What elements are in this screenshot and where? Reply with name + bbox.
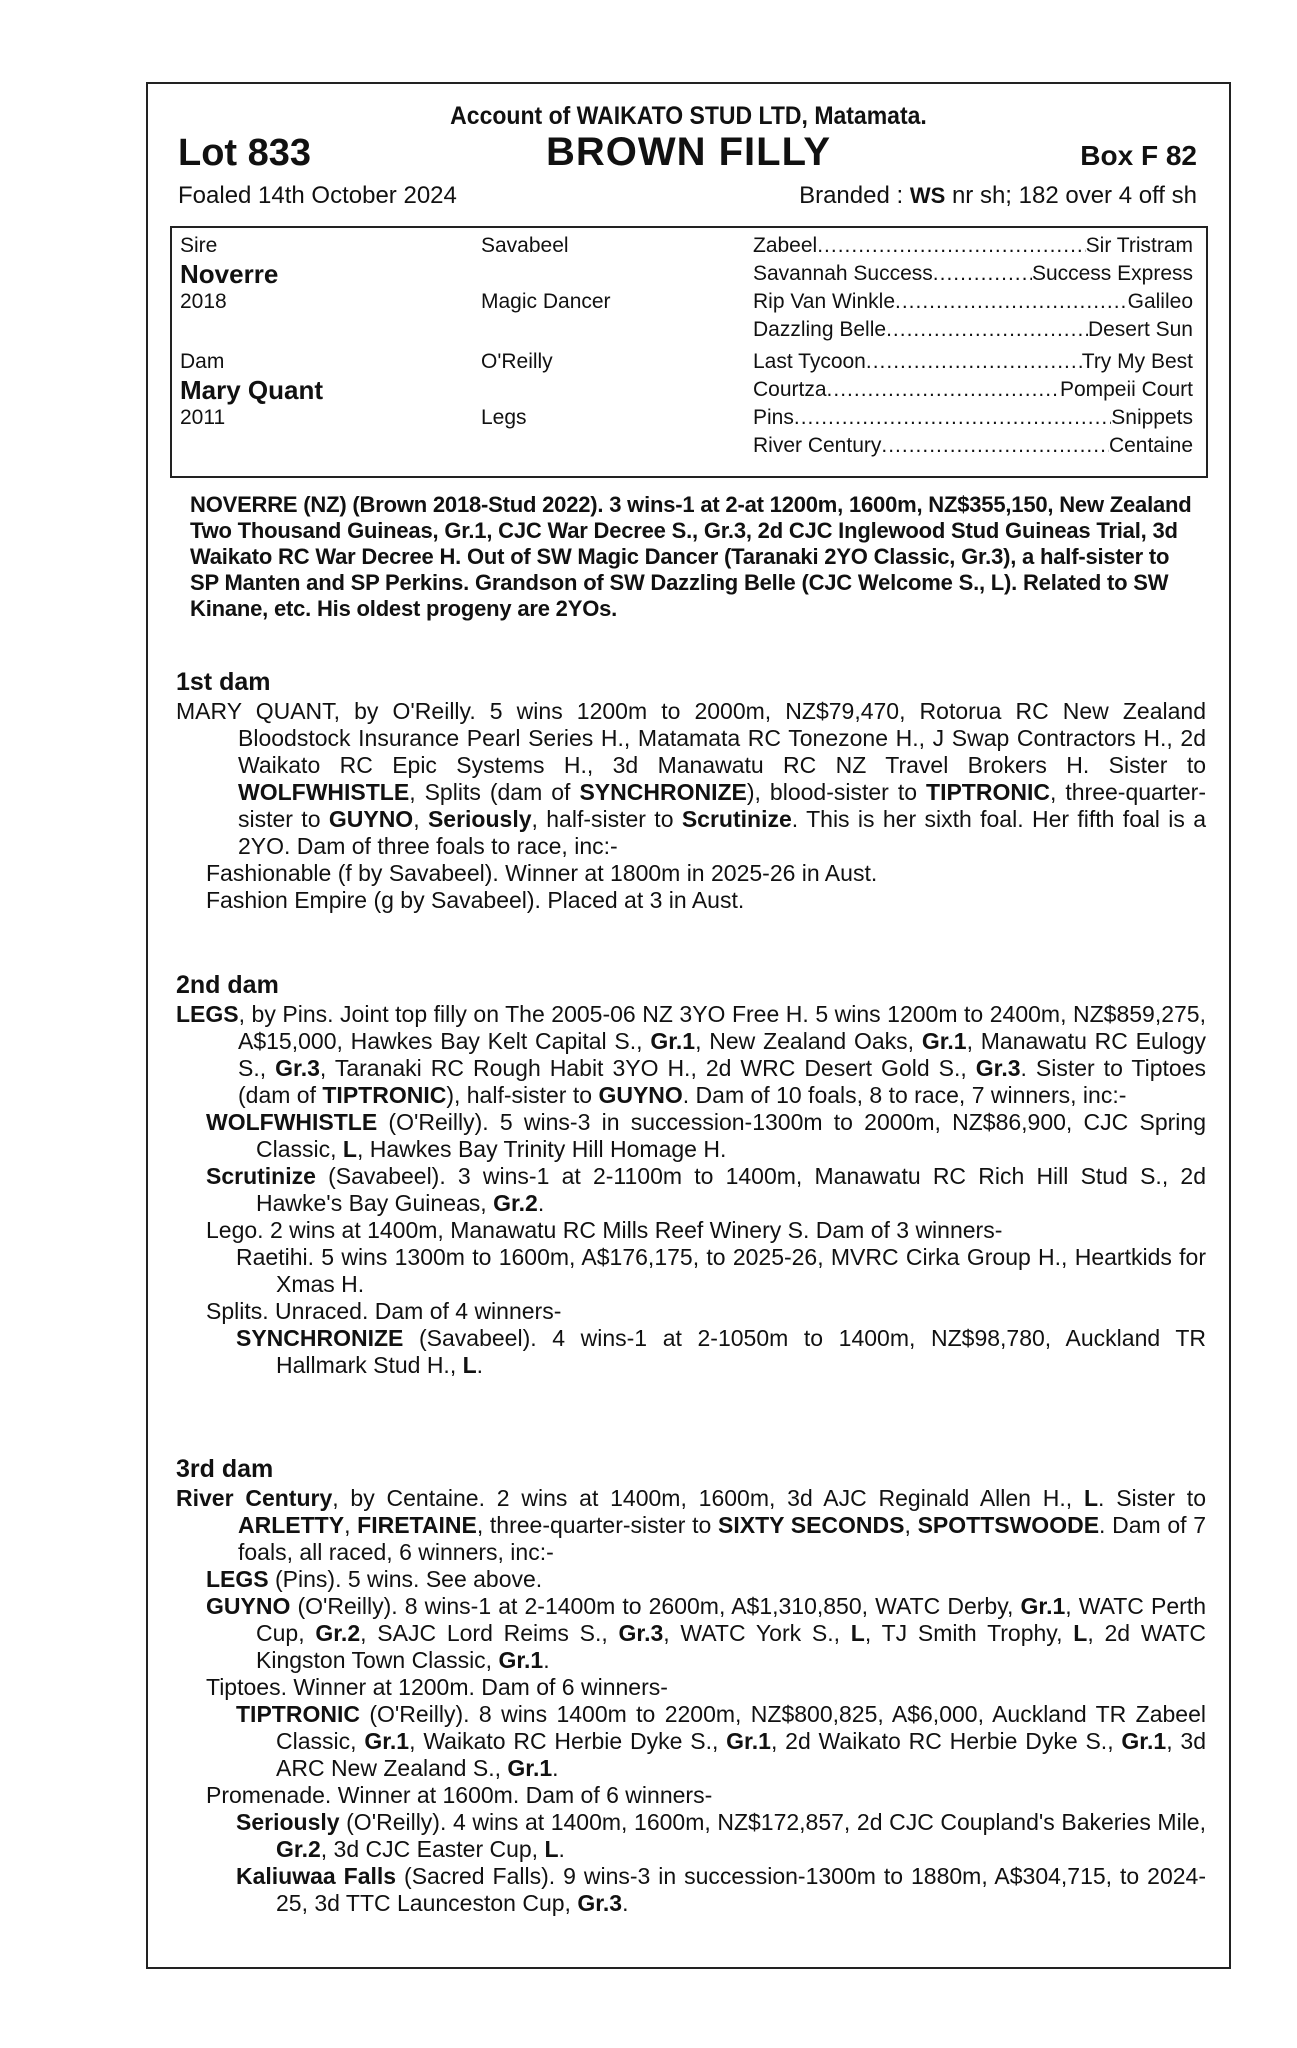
dam-label: Dam bbox=[180, 350, 225, 373]
progeny-entry: Fashionable (f by Savabeel). Winner at 1800m in 2025-26 in Aust. bbox=[206, 860, 878, 886]
grandsire-dam: O'Reilly bbox=[481, 350, 553, 373]
ggp-horse: Courtza bbox=[753, 378, 827, 401]
ggp-horse: Zabeel bbox=[753, 234, 818, 257]
progeny-entry: Scrutinize (Savabeel). 3 wins-1 at 2-1100m to 1400m, Manawatu RC Rich Hill Stud S., 2d Hawke's Bay Guineas, Gr.2. bbox=[206, 1163, 1206, 1216]
progeny-entry: Lego. 2 wins at 1400m, Manawatu RC Mills Reef Winery S. Dam of 3 winners- bbox=[206, 1217, 1003, 1243]
progeny-entry: Tiptoes. Winner at 1200m. Dam of 6 winners- bbox=[206, 1674, 668, 1700]
ggp-row-7 bbox=[753, 406, 1193, 430]
third-dam-text: River Century, by Centaine. 2 wins at 1400m, 1600m, 3d AJC Reginald Allen H., L. Sister to ARLETTY, FIRETAINE, three-quarter-sister to SIXTY SECONDS, SPOTTSWOODE. Dam of 7 foals, all raced, 6 winners, inc:- bbox=[176, 1485, 1207, 1565]
ggp-horse: Savannah Success bbox=[753, 262, 933, 285]
progeny-entry: SYNCHRONIZE (Savabeel). 4 wins-1 at 2-1050m to 1400m, NZ$98,780, Auckland TR Hallmark Stud H., L. bbox=[236, 1325, 1206, 1378]
ggp-row-3 bbox=[753, 290, 1193, 314]
progeny-entry: Seriously (O'Reilly). 4 wins at 1400m, 1600m, NZ$172,857, 2d CJC Coupland's Bakeries Mile, Gr.2, 3d CJC Easter Cup, L. bbox=[236, 1809, 1206, 1862]
grandsire-sire: Savabeel bbox=[481, 234, 569, 257]
ggp-horse: Rip Van Winkle bbox=[753, 290, 895, 313]
foaled-date: Foaled 14th October 2024 bbox=[178, 182, 457, 209]
section-heading: 1st dam bbox=[176, 668, 271, 696]
sire-name: Noverre bbox=[180, 259, 279, 289]
ggp-horse: River Century bbox=[753, 434, 882, 457]
progeny-entry: Kaliuwaa Falls (Sacred Falls). 9 wins-3 in succession-1300m to 1880m, A$304,715, to 2024-25, 3d TTC Launceston Cup, Gr.3. bbox=[236, 1863, 1206, 1916]
ggp-sire: Centaine bbox=[1108, 434, 1193, 457]
ggp-horse: Dazzling Belle bbox=[753, 318, 887, 341]
ggp-row-5 bbox=[753, 350, 1193, 374]
second-dam-text: LEGS, by Pins. Joint top filly on The 2005-06 NZ 3YO Free H. 5 wins 1200m to 2400m, NZ$859,275, A$15,000, Hawkes Bay Kelt Capital S., Gr.1, New Zealand Oaks, Gr.1, Manawatu RC Eulogy S., Gr.3, Taranaki RC Rough Habit 3YO H., 2d WRC Desert Gold S., Gr.3. Sister to Tiptoes (dam of TIPTRONIC), half-sister to GUYNO. Dam of 10 foals, 8 to race, 7 winners, inc:- bbox=[176, 1001, 1207, 1108]
ggp-sire: Snippets bbox=[1111, 406, 1193, 429]
brand-prefix: Branded : bbox=[799, 182, 904, 209]
ggp-sire: Try My Best bbox=[1081, 350, 1193, 373]
sire-year: 2018 bbox=[180, 290, 227, 313]
first-dam-text: MARY QUANT, by O'Reilly. 5 wins 1200m to 2000m, NZ$79,470, Rotorua RC New Zealand Bloodstock Insurance Pearl Series H., Matamata RC Tonezone H., J Swap Contractors H., 2d Waikato RC Epic Systems H., 3d Manawatu RC NZ Travel Brokers H. Sister to WOLFWHISTLE, Splits (dam of SYNCHRONIZE), blood-sister to TIPTRONIC, three-quarter-sister to GUYNO, Seriously, half-sister to Scrutinize. This is her sixth foal. Her fifth foal is a 2YO. Dam of three foals to race, inc:- bbox=[176, 698, 1207, 859]
progeny-entry: Raetihi. 5 wins 1300m to 1600m, A$176,175, to 2025-26, MVRC Cirka Group H., Heartkids for Xmas H. bbox=[236, 1244, 1206, 1297]
ggp-sire: Desert Sun bbox=[1087, 318, 1193, 341]
ggp-sire: Success Express bbox=[1031, 262, 1193, 285]
lot-number: Lot 833 bbox=[178, 132, 312, 174]
ggp-row-6 bbox=[753, 378, 1193, 402]
ggp-sire: Sir Tristram bbox=[1085, 234, 1193, 257]
granddam-dam: Legs bbox=[481, 406, 527, 429]
progeny-entry: Promenade. Winner at 1600m. Dam of 6 winners- bbox=[206, 1782, 713, 1808]
third-dam-section bbox=[176, 1456, 1206, 1917]
dam-year: 2011 bbox=[180, 406, 226, 429]
ggp-sire: Pompeii Court bbox=[1059, 378, 1193, 401]
brand-suffix: nr sh; 182 over 4 off sh bbox=[951, 182, 1197, 209]
progeny-entry: TIPTRONIC (O'Reilly). 8 wins 1400m to 2200m, NZ$800,825, A$6,000, Auckland TR Zabeel Classic, Gr.1, Waikato RC Herbie Dyke S., Gr.1, 2d Waikato RC Herbie Dyke S., Gr.1, 3d ARC New Zealand S., Gr.1. bbox=[236, 1701, 1206, 1781]
first-dam-section bbox=[176, 669, 1206, 914]
progeny-entry: Fashion Empire (g by Savabeel). Placed at 3 in Aust. bbox=[206, 887, 745, 913]
granddam-sire: Magic Dancer bbox=[481, 290, 611, 313]
ggp-row-4 bbox=[753, 318, 1193, 342]
box-number: Box F 82 bbox=[1080, 140, 1197, 171]
ggp-sire: Galileo bbox=[1127, 290, 1193, 313]
vendor-line: Account of WAIKATO STUD LTD, Matamata. bbox=[450, 102, 927, 130]
pedigree-table bbox=[170, 226, 1208, 478]
progeny-entry: WOLFWHISTLE (O'Reilly). 5 wins-3 in succession-1300m to 2000m, NZ$86,900, CJC Spring Classic, L, Hawkes Bay Trinity Hill Homage H. bbox=[206, 1109, 1206, 1162]
second-dam-section bbox=[176, 972, 1206, 1379]
dam-name: Mary Quant bbox=[180, 375, 324, 405]
ggp-row-2 bbox=[753, 262, 1193, 286]
catalogue-page bbox=[146, 82, 1231, 1969]
ggp-row-8 bbox=[753, 434, 1193, 458]
section-heading: 2nd dam bbox=[176, 971, 279, 999]
sire-label: Sire bbox=[180, 234, 218, 257]
ggp-row-1 bbox=[753, 234, 1193, 258]
brand-info bbox=[799, 182, 1197, 210]
section-heading: 3rd dam bbox=[176, 1455, 274, 1483]
progeny-entry: GUYNO (O'Reilly). 8 wins-1 at 2-1400m to 2600m, A$1,310,850, WATC Derby, Gr.1, WATC Perth Cup, Gr.2, SAJC Lord Reims S., Gr.3, WATC York S., L, TJ Smith Trophy, L, 2d WATC Kingston Town Classic, Gr.1. bbox=[206, 1593, 1206, 1673]
progeny-entry: LEGS (Pins). 5 wins. See above. bbox=[206, 1566, 543, 1592]
progeny-entry: Splits. Unraced. Dam of 4 winners- bbox=[206, 1298, 562, 1324]
horse-description: BROWN FILLY bbox=[545, 130, 832, 174]
brand-mark: WS bbox=[909, 183, 946, 208]
ggp-horse: Pins bbox=[753, 406, 794, 429]
sire-summary: NOVERRE (NZ) (Brown 2018-Stud 2022). 3 wins-1 at 2-at 1200m, 1600m, NZ$355,150, New Zealand Two Thousand Guineas, Gr.1, CJC War Decree S., Gr.3, 2d CJC Inglewood Stud Guineas Trial, 3d Waikato RC War Decree H. Out of SW Magic Dancer (Taranaki 2YO Classic, Gr.3), a half-sister to SP Manten and SP Perkins. Grandson of SW Dazzling Belle (CJC Welcome S., L). Related to SW Kinane, etc. His oldest progeny are 2YOs. bbox=[190, 492, 1192, 621]
ggp-horse: Last Tycoon bbox=[753, 350, 866, 373]
